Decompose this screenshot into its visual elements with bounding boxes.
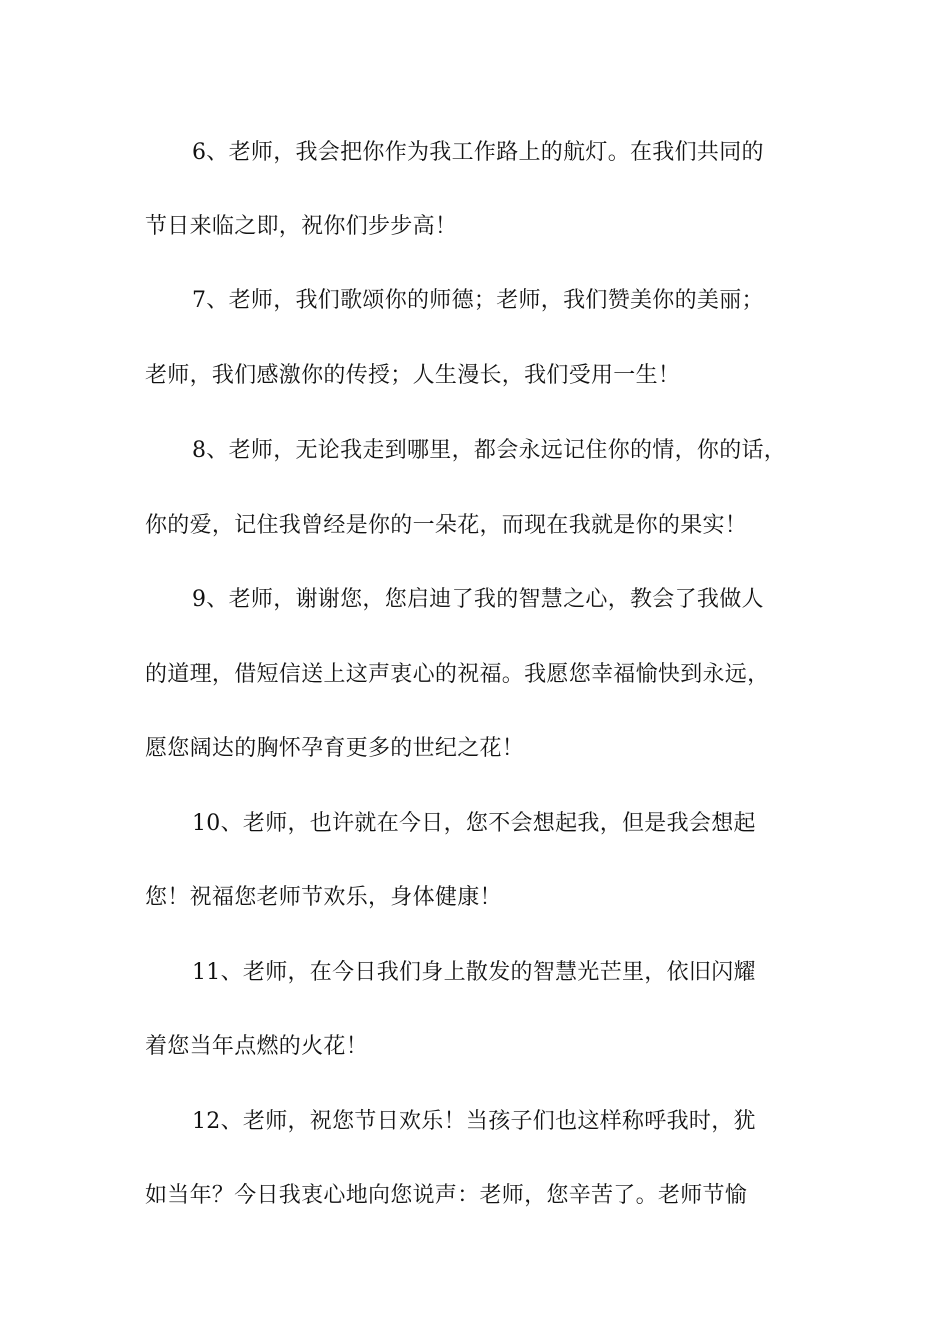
paragraph-11-line-1: 11、老师，在今日我们身上散发的智慧光芒里，依旧闪耀 — [192, 960, 756, 985]
paragraph-7-line-1: 7、老师，我们歌颂你的师德；老师，我们赞美你的美丽； — [192, 288, 764, 313]
paragraph-10-line-2: 您！祝福您老师节欢乐，身体健康！ — [145, 885, 502, 910]
paragraph-8-line-2: 你的爱，记住我曾经是你的一朵花，而现在我就是你的果实！ — [145, 513, 748, 538]
paragraph-6-line-2: 节日来临之即，祝你们步步高！ — [145, 214, 458, 239]
paragraph-7-line-2: 老师，我们感激你的传授；人生漫长，我们受用一生！ — [145, 363, 681, 388]
paragraph-11-line-2: 着您当年点燃的火花！ — [145, 1034, 369, 1059]
paragraph-9-line-2: 的道理，借短信送上这声衷心的祝福。我愿您幸福愉快到永远， — [145, 662, 770, 687]
paragraph-8-line-1: 8、老师，无论我走到哪里，都会永远记住你的情，你的话， — [192, 438, 787, 463]
paragraph-9-line-3: 愿您阔达的胸怀孕育更多的世纪之花！ — [145, 736, 525, 761]
paragraph-12-line-2: 如当年？今日我衷心地向您说声：老师，您辛苦了。老师节愉 — [145, 1183, 748, 1208]
paragraph-9-line-1: 9、老师，谢谢您，您启迪了我的智慧之心，教会了我做人 — [192, 587, 764, 612]
paragraph-10-line-1: 10、老师，也许就在今日，您不会想起我，但是我会想起 — [192, 811, 756, 836]
paragraph-12-line-1: 12、老师，祝您节日欢乐！当孩子们也这样称呼我时，犹 — [192, 1109, 756, 1134]
paragraph-6-line-1: 6、老师，我会把你作为我工作路上的航灯。在我们共同的 — [192, 140, 764, 165]
